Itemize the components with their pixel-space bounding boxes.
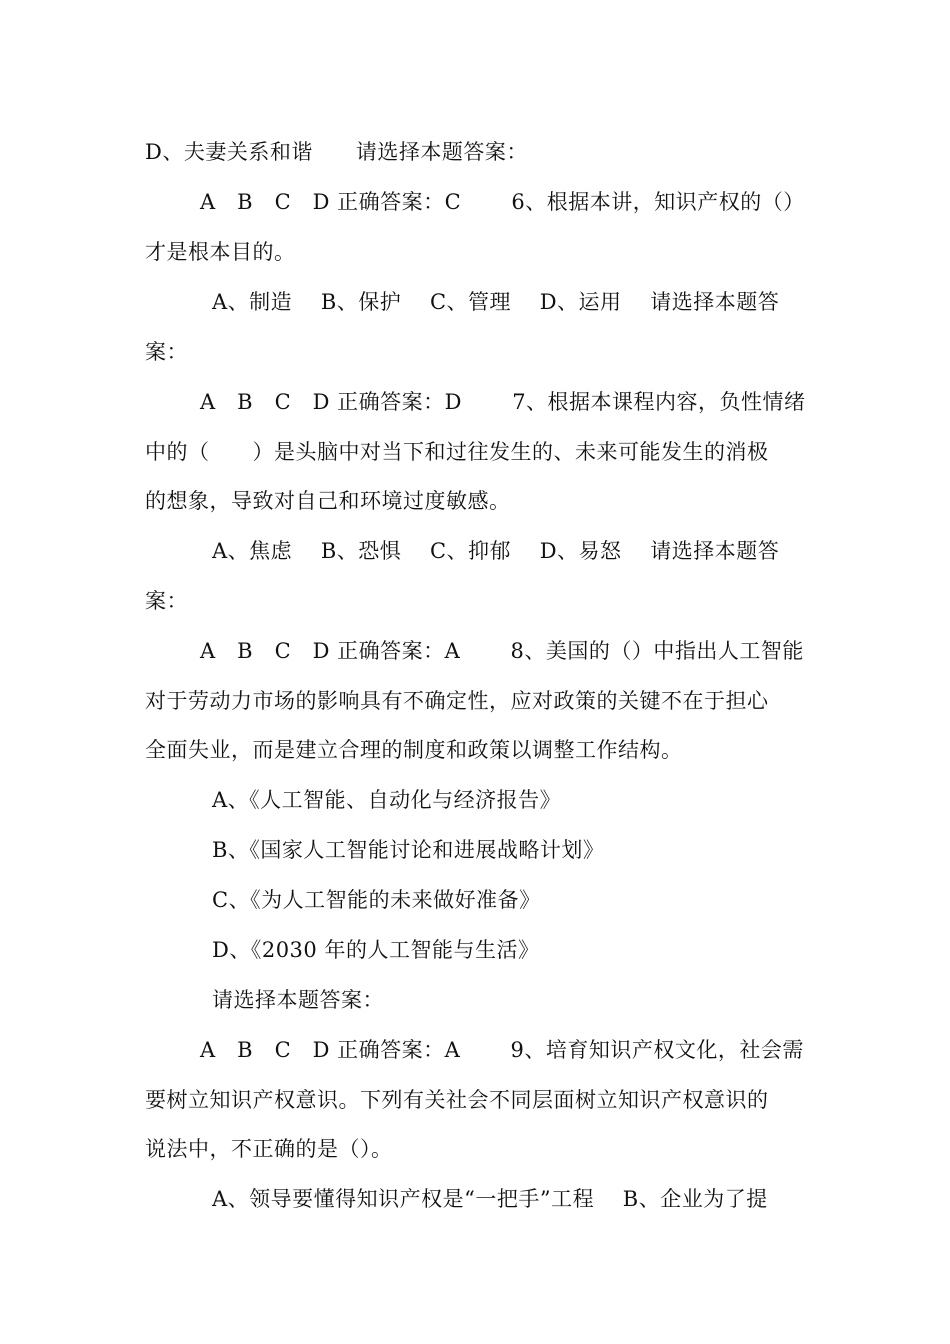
text-line: 案： [145,340,188,364]
text-line: D、《2030 年的人工智能与生活》 [212,938,540,962]
text-line: 案： [145,589,188,613]
text-line: A、《人工智能、自动化与经济报告》 [212,788,562,812]
text-line: 全面失业，而是建立合理的制度和政策以调整工作结构。 [145,738,683,762]
text-line: A B C D 正确答案：A 9、培育知识产权文化，社会需 [200,1038,804,1062]
text-line: 才是根本目的。 [145,240,296,264]
text-line: A B C D 正确答案：D 7、根据本课程内容，负性情绪 [200,390,806,414]
text-line: C、《为人工智能的未来做好准备》 [212,888,541,912]
text-line: 对于劳动力市场的影响具有不确定性，应对政策的关键不在于担心 [145,689,769,713]
text-line: 请选择本题答案： [212,988,384,1012]
text-line: A、制造 B、保护 C、管理 D、运用 请选择本题答 [212,290,780,314]
text-line: 要树立知识产权意识。下列有关社会不同层面树立知识产权意识的 [145,1088,769,1112]
text-line: 的想象，导致对自己和环境过度敏感。 [145,489,511,513]
text-line: 中的（ ）是头脑中对当下和过往发生的、未来可能发生的消极 [145,440,769,464]
text-line: 说法中，不正确的是（）。 [145,1137,393,1161]
text-line: A B C D 正确答案：C 6、根据本讲，知识产权的（） [200,190,805,214]
text-line: D、夫妻关系和谐 请选择本题答案： [145,140,528,164]
text-line: A、领导要懂得知识产权是“一把手”工程 B、企业为了提 [212,1187,768,1211]
text-line: A B C D 正确答案：A 8、美国的（）中指出人工智能 [200,639,804,663]
text-line: B、《国家人工智能讨论和进展战略计划》 [212,838,605,862]
text-line: A、焦虑 B、恐惧 C、抑郁 D、易怒 请选择本题答 [212,539,780,563]
